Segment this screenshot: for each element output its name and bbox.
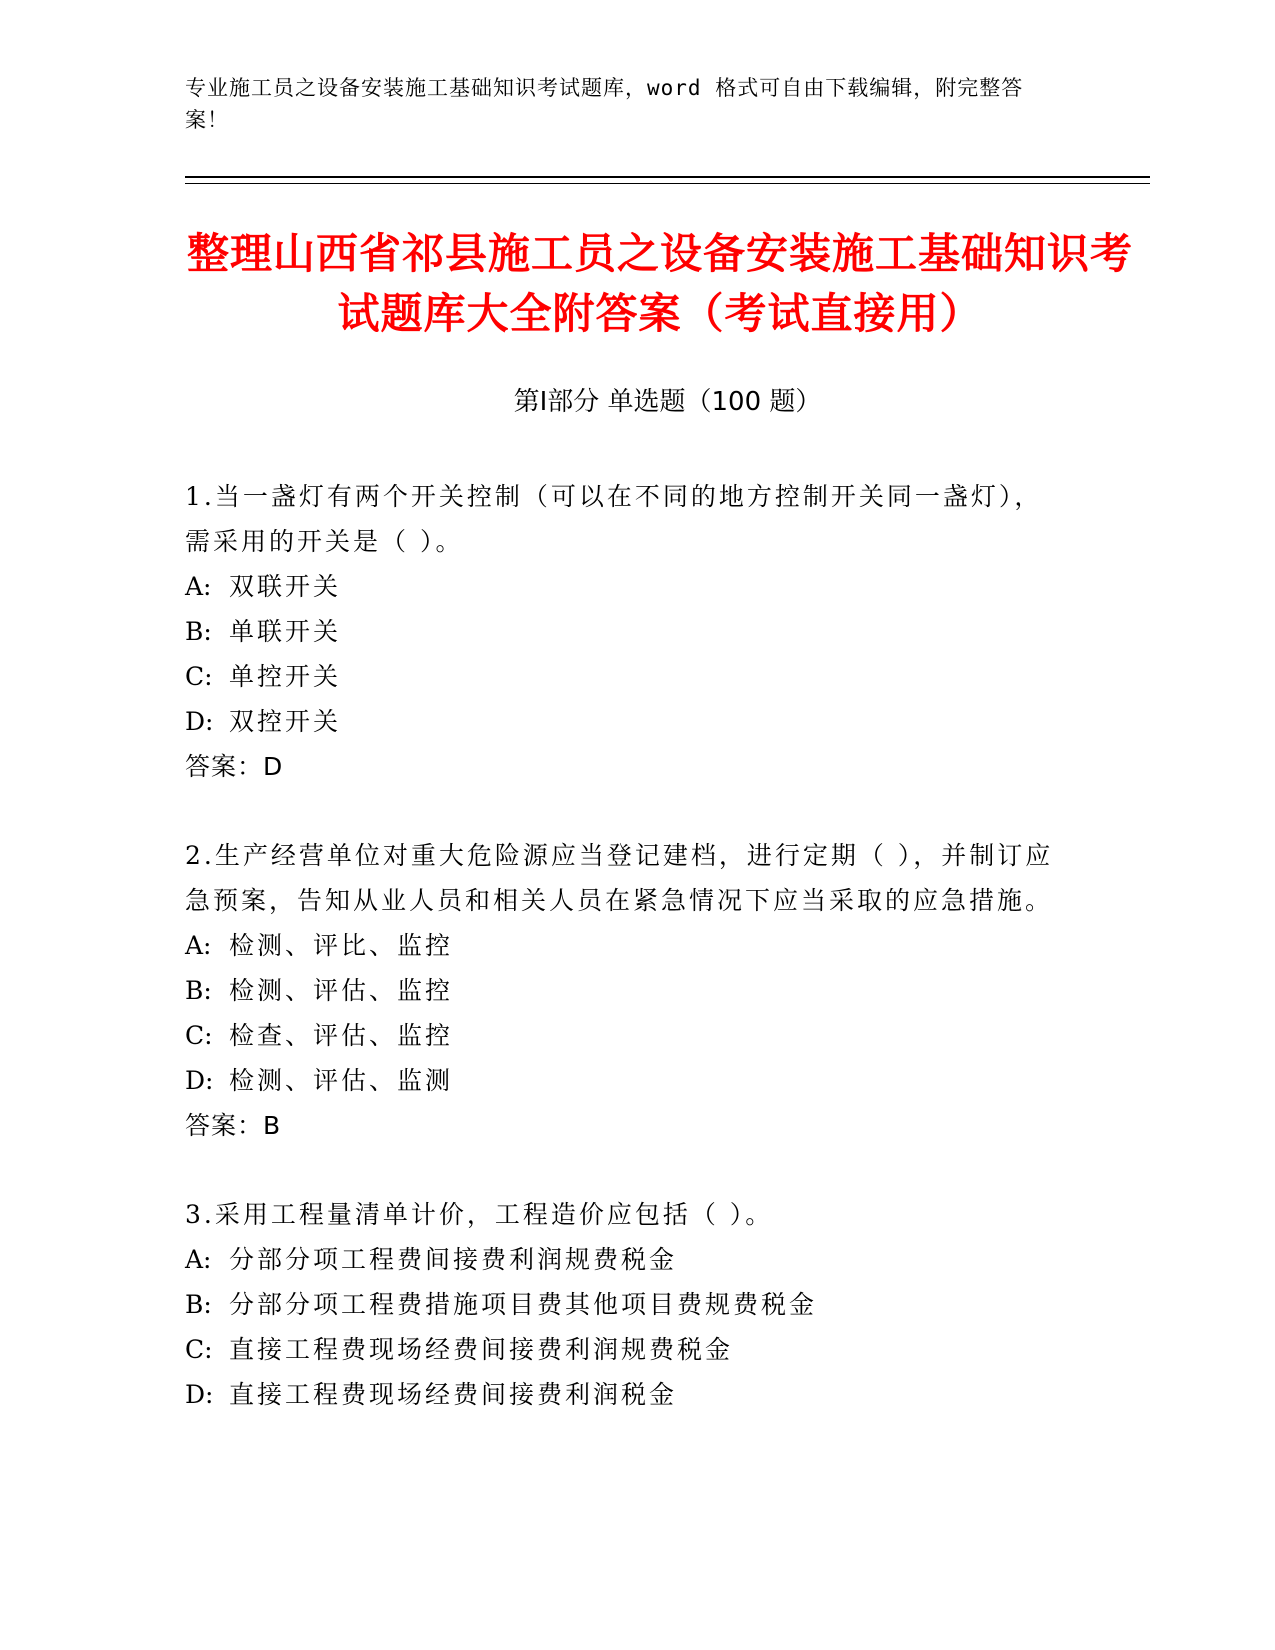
option-c (185, 1013, 1065, 1058)
option-d (185, 1058, 1065, 1103)
option-text: 检测、评估、监测 (229, 1066, 454, 1095)
option-letter: A: (185, 931, 212, 960)
question-3 (185, 1192, 1065, 1417)
option-text: 双联开关 (229, 572, 342, 601)
option-text: 分部分项工程费措施项目费其他项目费规费税金 (229, 1290, 818, 1319)
option-d (185, 1372, 1065, 1417)
option-letter: C: (185, 662, 213, 691)
option-letter: B: (185, 617, 212, 646)
option-text: 单控开关 (229, 662, 342, 691)
option-letter: B: (185, 1290, 212, 1319)
option-text: 直接工程费现场经费间接费利润税金 (229, 1380, 678, 1409)
document-title: 整理山西省祁县施工员之设备安装施工基础知识考试题库大全附答案（考试直接用） (186, 229, 1133, 338)
answer-line: 答案：D (185, 752, 284, 781)
option-letter: C: (185, 1021, 213, 1050)
question-2 (185, 833, 1065, 1148)
option-letter: A: (185, 572, 212, 601)
option-d (185, 699, 1065, 744)
option-text: 检查、评估、监控 (229, 1021, 454, 1050)
question-1 (185, 474, 1065, 789)
option-letter: A: (185, 1245, 212, 1274)
option-c (185, 1327, 1065, 1372)
section-heading: 第Ⅰ部分 单选题（100 题） (513, 387, 822, 417)
option-text: 检测、评比、监控 (229, 931, 454, 960)
option-b (185, 968, 1065, 1013)
header-rule-thin (185, 183, 1150, 184)
option-letter: D: (185, 1066, 214, 1095)
question-stem: 3.采用工程量清单计价，工程造价应包括（ ）。 (185, 1200, 774, 1229)
option-b (185, 609, 1065, 654)
option-b (185, 1282, 1065, 1327)
option-a (185, 1237, 1065, 1282)
option-text: 双控开关 (229, 707, 342, 736)
question-stem: 1.当一盏灯有两个开关控制（可以在不同的地方控制开关同一盏灯），需采用的开关是（ ）。 (185, 482, 1043, 556)
header-note: 专业施工员之设备安装施工基础知识考试题库，word 格式可自由下载编辑，附完整答案！ (185, 76, 1024, 132)
option-letter: B: (185, 976, 212, 1005)
option-a (185, 564, 1065, 609)
question-list (185, 474, 1065, 1461)
option-text: 检测、评估、监控 (229, 976, 454, 1005)
option-letter: D: (185, 707, 214, 736)
option-text: 直接工程费现场经费间接费利润规费税金 (229, 1335, 734, 1364)
answer-line: 答案：B (185, 1111, 282, 1140)
option-letter: D: (185, 1380, 214, 1409)
option-letter: C: (185, 1335, 213, 1364)
header-rule-thick (185, 176, 1150, 178)
option-c (185, 654, 1065, 699)
question-stem: 2.生产经营单位对重大危险源应当登记建档，进行定期（ ），并制订应急预案，告知从业人员和相关人员在紧急情况下应当采取的应急措施。 (185, 841, 1054, 915)
option-text: 分部分项工程费间接费利润规费税金 (229, 1245, 678, 1274)
option-text: 单联开关 (229, 617, 342, 646)
option-a (185, 923, 1065, 968)
